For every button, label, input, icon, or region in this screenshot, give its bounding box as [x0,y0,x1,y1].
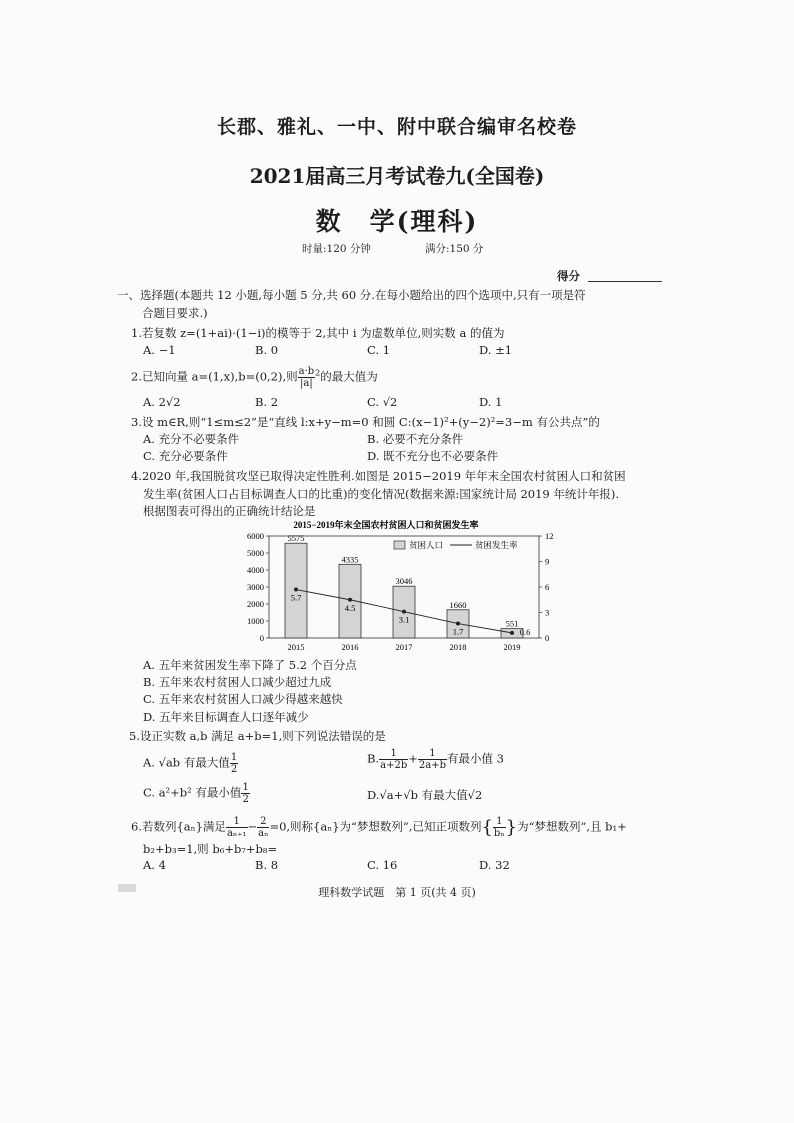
page-footer: 理科数学试题 第 1 页(共 4 页) [318,886,476,899]
q5-b-den1: a+2b [380,760,408,771]
q6-fraction-1 [226,816,248,839]
q5-a-num: 1 [230,752,238,763]
poverty-rate-label: 0.6 [519,626,531,637]
poverty-rate-label: 3.1 [398,614,410,625]
q2-stem-part2: 的最大值为 [320,369,378,384]
legend-bar-label: 贫困人口 [409,540,444,550]
question-6-line2: b₂+b₃=1,则 b₆+b₇+b₈= [143,842,278,856]
question-2-stem [131,366,378,389]
question-5-stem: 5.设正实数 a,b 满足 a+b=1,则下列说法错误的是 [129,729,386,743]
score-blank-line [588,281,662,282]
exam-title: 2021届高三月考试卷九(全国卷) [249,164,545,188]
x-axis-tick-label: 2018 [449,642,467,652]
q2-exponent: 2 [315,368,321,378]
q5-a-den: 2 [230,764,238,775]
right-axis-tick-label: 6 [545,582,550,592]
left-axis-tick-label: 3000 [247,582,264,592]
q2-stem-part1: 2.已知向量 a=(1,x),b=(0,2),则 [131,369,298,384]
q6-f2-den: aₙ [258,828,269,839]
q2-fraction [298,366,316,389]
q2-frac-den: |a| [300,378,313,389]
question-4-line3: 根据图表可得出的正确统计结论是 [143,504,316,518]
q3-option-a: A. 充分不必要条件 [143,432,240,446]
poverty-rate-point [456,622,460,626]
q6-option-c: C. 16 [367,858,398,872]
q6-f3-num: 1 [493,816,506,828]
subject-title: 数 学(理科) [315,207,479,236]
q1-option-a: A. −1 [143,343,176,357]
q6-left-brace: { [481,817,493,838]
q6-option-d: D. 32 [479,858,510,872]
poverty-rate-point [294,588,298,592]
q6-option-b: B. 8 [255,858,279,872]
q6-f3-den: bₙ [493,828,505,839]
poverty-rate-point [348,598,352,602]
q3-option-b: B. 必要不充分条件 [367,432,464,446]
q1-option-d: D. ±1 [479,343,513,357]
q5-a-text: A. √ab 有最大值 [143,755,230,770]
x-axis-tick-label: 2016 [341,642,359,652]
q6-fraction-3 [493,816,506,839]
q4-option-c: C. 五年来农村贫困人口减少得越来越快 [143,692,343,706]
q6-option-a: A. 4 [143,858,166,872]
q6-fraction-2 [257,816,269,839]
q5-option-a [143,752,238,775]
q5-b-plus: + [408,751,418,766]
right-axis-tick-label: 0 [545,633,550,643]
bar-value-label: 551 [505,618,519,629]
q5-option-b [367,748,504,771]
poverty-rate-label: 1.7 [452,626,464,637]
q5-option-c [143,782,250,805]
q3-option-d: D. 既不充分也不必要条件 [367,449,499,463]
q4-option-d: D. 五年来目标调查人口逐年减少 [143,710,309,724]
q5-option-d: D.√a+√b 有最大值√2 [367,788,483,802]
question-6-line1 [131,816,627,839]
question-3-stem: 3.设 m∈R,则“1≤m≤2”是“直线 l:x+y−m=0 和圆 C:(x−1)²+(y−2)²=3−m 有公共点”的 [131,415,600,429]
q5-c-fraction [241,782,249,805]
left-axis-tick-label: 6000 [247,531,264,541]
q6-text-3: 为“梦想数列”,且 b₁+ [517,819,627,834]
poverty-rate-label: 5.7 [290,592,302,603]
left-axis-tick-label: 1000 [247,616,264,626]
q6-text-1: 6.若数列{aₙ}满足 [131,819,226,834]
q5-b-label: B. [367,751,380,766]
section-heading-cont: 合题目要求.) [142,306,208,320]
q6-f2-num: 2 [257,816,269,828]
question-1-stem: 1.若复数 z=(1+ai)·(1−i)的模等于 2,其中 i 为虚数单位,则实数 a 的值为 [131,326,505,340]
q1-option-c: C. 1 [367,343,391,357]
bar-value-label: 5575 [287,533,305,544]
q3-option-c: C. 充分必要条件 [143,449,228,463]
q2-option-c: C. √2 [367,395,398,409]
q5-b-fraction-1 [379,748,408,771]
x-axis-tick-label: 2019 [503,642,521,652]
chart-title: 2015−2019年末全国农村贫困人口和贫困发生率 [293,520,479,530]
q2-option-b: B. 2 [255,395,279,409]
q2-frac-num: a·b [298,366,315,377]
left-axis-tick-label: 5000 [247,548,264,558]
poverty-rate-point [510,631,514,635]
legend-bar-swatch [394,541,405,549]
bar-value-label: 1660 [449,599,467,610]
poverty-rate-label: 4.5 [344,602,356,613]
q6-text-2: =0,则称{aₙ}为“梦想数列”,已知正项数列 [269,819,482,834]
time-limit: 时量:120 分钟 [302,243,371,255]
x-axis-tick-label: 2015 [287,642,305,652]
score-label: 得分 [557,269,580,283]
q5-b-den2: 2a+b [418,760,446,771]
left-axis-tick-label: 0 [259,633,264,643]
right-axis-tick-label: 9 [545,556,550,567]
q4-option-b: B. 五年来农村贫困人口减少超过九成 [143,675,332,689]
q5-c-den: 2 [242,794,249,805]
q2-option-a: A. 2√2 [143,395,181,409]
bar-value-label: 3046 [395,576,413,587]
question-4-line2: 发生率(贫困人口占目标调查人口的比重)的变化情况(数据来源:国家统计局 2019 年统计年报). [143,487,620,501]
q5-c-text: C. a²+b² 有最小值 [143,785,242,800]
exam-series-title: 长郡、雅礼、一中、附中联合编审名校卷 [216,116,577,138]
right-axis-tick-label: 3 [545,607,550,618]
full-score: 满分:150 分 [425,243,484,255]
left-axis-tick-label: 4000 [247,565,264,575]
q4-option-a: A. 五年来贫困发生率下降了 5.2 个百分点 [143,658,357,672]
legend-line-label: 贫困发生率 [475,540,518,550]
x-axis-tick-label: 2017 [395,642,413,652]
left-axis-tick-label: 2000 [247,599,264,609]
question-4-line1: 4.2020 年,我国脱贫攻坚已取得决定性胜利.如图是 2015−2019 年年末全国农村贫困人口和贫困 [131,469,626,483]
q5-a-fraction [230,752,238,775]
q5-b-num2: 1 [418,748,447,760]
q5-b-text: 有最小值 3 [446,751,504,766]
q5-b-num1: 1 [379,748,408,760]
q6-f1-den: aₙ₊₁ [226,828,247,839]
q6-right-brace: } [505,817,518,838]
q1-option-b: B. 0 [255,343,279,357]
bar-value-label: 4335 [341,554,359,565]
q6-minus: − [247,819,258,834]
section-heading: 一、选择题(本题共 12 小题,每小题 5 分,共 60 分.在每小题给出的四个选项中,只有一项是符 [117,288,586,302]
q6-f1-num: 1 [226,816,248,828]
poverty-rate-point [402,610,406,614]
poverty-chart [236,518,576,660]
right-axis-tick-label: 12 [545,531,554,541]
q5-c-num: 1 [242,782,249,793]
q5-b-fraction-2 [418,748,447,771]
q2-option-d: D. 1 [479,395,503,409]
